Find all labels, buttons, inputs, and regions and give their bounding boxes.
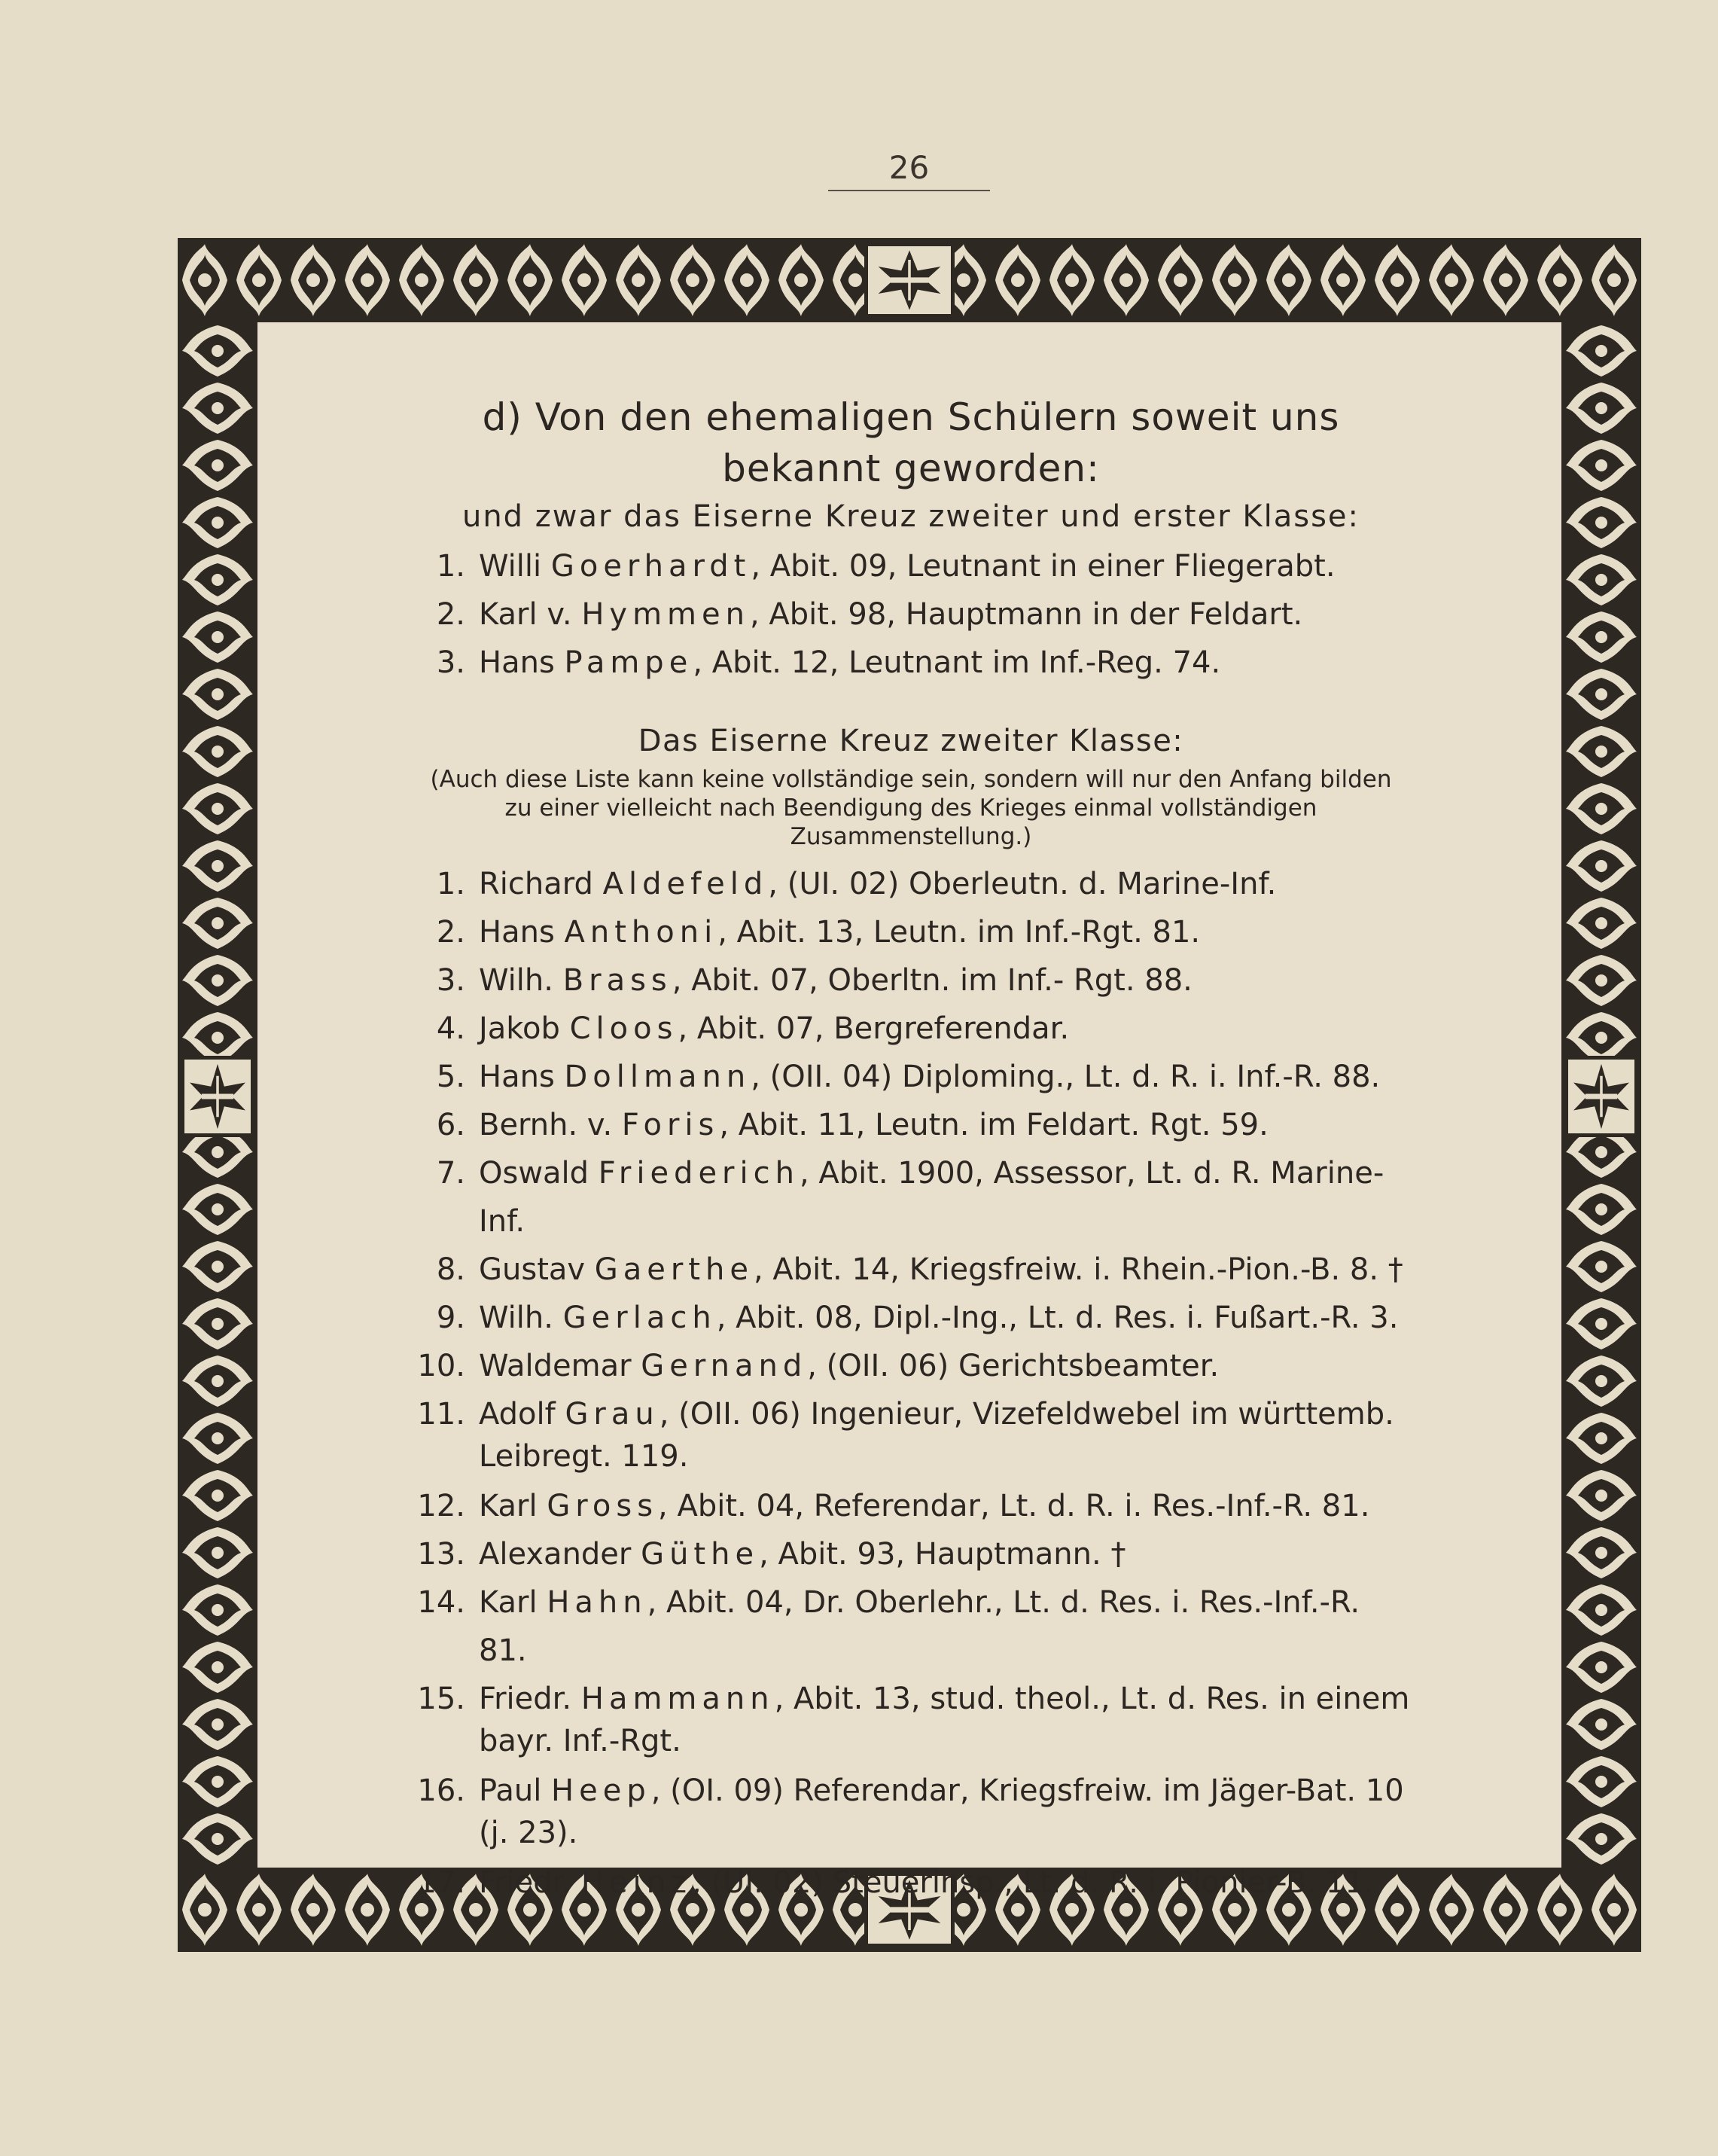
- person-surname: Brass: [562, 963, 672, 998]
- iron-cross-icon: [864, 242, 955, 318]
- list-item-prefix: Willi: [479, 549, 551, 584]
- list-item-details: , Abit. 93, Hauptmann. †: [759, 1537, 1126, 1572]
- list-item: [407, 1859, 1415, 1907]
- list-item: [407, 542, 1415, 590]
- list-item-number: 9.: [436, 1301, 465, 1335]
- list-item-text: [479, 1482, 1415, 1530]
- list-item-prefix: Hans: [479, 1060, 565, 1094]
- list-item-number: 5.: [436, 1060, 465, 1094]
- person-surname: Güthe: [641, 1537, 760, 1572]
- list-item-details: , Abit. 07, Oberltn. im Inf.- Rgt. 88.: [672, 963, 1193, 998]
- second-class-list: [407, 860, 1415, 1907]
- list-item-number: 16.: [417, 1773, 465, 1808]
- list-item: [407, 1675, 1415, 1767]
- person-surname: Friederich: [598, 1156, 800, 1191]
- list-item-details: , Abit. 13, stud. theol., Lt. d. Res. in einem bayr. Inf.-Rgt.: [479, 1682, 1410, 1758]
- list-item-number: 4.: [436, 1011, 465, 1046]
- list-item-text: [479, 1005, 1415, 1053]
- list-item-text: [479, 1859, 1415, 1907]
- list-item-details: , (OII. 06) Gerichtsbeamter.: [807, 1349, 1220, 1383]
- ornamental-border-left: [178, 322, 257, 1868]
- list-item-prefix: Paul: [479, 1773, 552, 1808]
- list-item: [407, 1053, 1415, 1101]
- list-item-details: , Abit. 13, Leutn. im Inf.-Rgt. 81.: [717, 915, 1201, 950]
- list-item-number: 1.: [436, 549, 465, 584]
- list-item: [407, 1390, 1415, 1482]
- person-surname: Aldefeld: [602, 867, 769, 901]
- list-item-text: [479, 639, 1415, 687]
- list-item-text: [479, 1578, 1415, 1675]
- list-item: [407, 1342, 1415, 1390]
- list-item-details: , Abit. 09, Leutnant in einer Fliegerabt.: [751, 549, 1336, 584]
- list-item: [407, 1578, 1415, 1675]
- iron-cross-icon: [181, 1056, 254, 1137]
- list-item-details: , Abit. 98, Hauptmann in der Feldart.: [749, 597, 1303, 632]
- list-item-text: [479, 1530, 1415, 1578]
- list-item-prefix: Wilh.: [479, 1301, 563, 1335]
- section-heading-line1: d) Von den ehemaligen Schülern soweit uns: [482, 395, 1340, 439]
- list-item-text: [479, 1767, 1415, 1859]
- person-surname: Hymmen: [581, 597, 750, 632]
- list-item-text: [479, 1246, 1415, 1294]
- list-item-number: 2.: [436, 597, 465, 632]
- list-item-details: , (OII. 06) Ingenieur, Vizefeldwebel im württemb. Leibregt. 119.: [479, 1397, 1394, 1474]
- list-item-number: 3.: [436, 645, 465, 680]
- list-item: [407, 908, 1415, 956]
- list-item-number: 17.: [417, 1865, 465, 1900]
- list-item-prefix: Karl v.: [479, 597, 582, 632]
- ornamental-border-top: [178, 238, 1641, 322]
- person-surname: Gernand: [641, 1349, 808, 1383]
- person-surname: Dollmann: [564, 1060, 751, 1094]
- list-item: [407, 1005, 1415, 1053]
- person-surname: Goerhardt: [550, 549, 751, 584]
- list-item-details: , Abit. 1900, Assessor, Lt. d. R. Marine-Inf.: [479, 1156, 1384, 1239]
- list-item-number: 15.: [417, 1682, 465, 1716]
- list-item-details: , Abit. 04, Dr. Oberlehr., Lt. d. Res. i. Res.-Inf.-R. 81.: [479, 1585, 1360, 1668]
- person-surname: Gross: [547, 1489, 659, 1523]
- list-item: [407, 1482, 1415, 1530]
- list-item-number: 11.: [417, 1397, 465, 1432]
- list-item-text: [479, 1053, 1415, 1101]
- second-class-title: Das Eiserne Kreuz zweiter Klasse:: [638, 724, 1184, 758]
- list-item-prefix: Waldemar: [479, 1349, 641, 1383]
- list-item-prefix: Wilh.: [479, 963, 563, 998]
- person-surname: Hammann: [580, 1682, 775, 1716]
- list-item-prefix: Friedr.: [479, 1682, 581, 1716]
- list-item: [407, 860, 1415, 908]
- second-class-note: (Auch diese Liste kann keine vollständige sein, sondern will nur den Anfang bilden zu einer vielleicht nach Beendigung des Krieges einmal vollständigen Zusammenstellung.): [430, 766, 1392, 850]
- section-heading-line2: bekannt geworden:: [722, 447, 1100, 490]
- person-surname: Anthoni: [564, 915, 718, 950]
- person-surname: Heep: [551, 1773, 651, 1808]
- person-surname: Grau: [565, 1397, 659, 1432]
- list-item-prefix: Hans: [479, 645, 565, 680]
- iron-cross-icon: [1564, 1056, 1638, 1137]
- list-item-number: 14.: [417, 1585, 465, 1620]
- person-surname: Cloos: [569, 1011, 678, 1046]
- list-item-prefix: Hans: [479, 915, 565, 950]
- list-item-prefix: Richard: [479, 867, 603, 901]
- list-item-text: [479, 956, 1415, 1005]
- list-item-text: [479, 908, 1415, 956]
- person-surname: Foris: [621, 1108, 720, 1142]
- list-item-text: [479, 1675, 1415, 1767]
- list-item-text: [479, 590, 1415, 639]
- list-item-number: 6.: [436, 1108, 465, 1142]
- list-item-details: , Abit. 08, Dipl.-Ing., Lt. d. Res. i. Fußart.-R. 3.: [716, 1301, 1399, 1335]
- list-item-details: , (UI. 02) Steuerinsp., Lt. d. R. i. Pionier-B. 11.: [692, 1865, 1374, 1900]
- list-item-text: [479, 542, 1415, 590]
- list-item-prefix: Alexander: [479, 1537, 641, 1572]
- list-item-text: [479, 1101, 1415, 1149]
- list-item: [407, 1767, 1415, 1859]
- list-item: [407, 1294, 1415, 1342]
- document-body: [407, 392, 1415, 1907]
- person-surname: Pampe: [564, 645, 693, 680]
- list-item: [407, 1101, 1415, 1149]
- list-item-details: , Abit. 14, Kriegsfreiw. i. Rhein.-Pion.-B. 8. †: [754, 1252, 1403, 1287]
- list-item: [407, 1246, 1415, 1294]
- list-item: [407, 1149, 1415, 1246]
- list-item-number: 13.: [417, 1537, 465, 1572]
- list-item-number: 2.: [436, 915, 465, 950]
- list-item-prefix: Bernh. v.: [479, 1108, 622, 1142]
- list-item-details: , Abit. 04, Referendar, Lt. d. R. i. Res.-Inf.-R. 81.: [658, 1489, 1370, 1523]
- list-item: [407, 1530, 1415, 1578]
- page-number: 26: [888, 149, 930, 186]
- list-item-text: [479, 1149, 1415, 1246]
- list-item-details: , Abit. 11, Leutn. im Feldart. Rgt. 59.: [719, 1108, 1269, 1142]
- list-item-number: 8.: [436, 1252, 465, 1287]
- list-item-details: , Abit. 07, Bergreferendar.: [678, 1011, 1070, 1046]
- list-item-number: 12.: [417, 1489, 465, 1523]
- list-item: [407, 590, 1415, 639]
- person-surname: Hahn: [547, 1585, 647, 1620]
- list-item-details: , (OII. 04) Diploming., Lt. d. R. i. Inf.-R. 88.: [751, 1060, 1381, 1094]
- list-item-text: [479, 1342, 1415, 1390]
- list-item-prefix: Friedr.: [479, 1865, 581, 1900]
- list-item-prefix: Karl: [479, 1489, 547, 1523]
- list-item-text: [479, 1294, 1415, 1342]
- person-surname: Heinz: [580, 1865, 693, 1900]
- list-item-text: [479, 1390, 1415, 1482]
- list-item-prefix: Karl: [479, 1585, 547, 1620]
- list-item-prefix: Adolf: [479, 1397, 565, 1432]
- list-item: [407, 956, 1415, 1005]
- list-item-number: 10.: [417, 1349, 465, 1383]
- list-item-details: , (UI. 02) Oberleutn. d. Marine-Inf.: [768, 867, 1277, 901]
- list-item: [407, 639, 1415, 687]
- person-surname: Gaerthe: [594, 1252, 754, 1287]
- list-item-number: 7.: [436, 1156, 465, 1191]
- page-number-rule: [828, 190, 990, 191]
- list-item-details: , Abit. 12, Leutnant im Inf.-Reg. 74.: [693, 645, 1221, 680]
- list-item-number: 3.: [436, 963, 465, 998]
- first-class-list: [407, 542, 1415, 687]
- section-subheading: und zwar das Eiserne Kreuz zweiter und erster Klasse:: [461, 499, 1360, 534]
- person-surname: Gerlach: [562, 1301, 717, 1335]
- ornamental-border-right: [1561, 322, 1641, 1868]
- list-item-prefix: Oswald: [479, 1156, 599, 1191]
- list-item-number: 1.: [436, 867, 465, 901]
- list-item-details: , (OI. 09) Referendar, Kriegsfreiw. im Jäger-Bat. 10 (j. 23).: [479, 1773, 1404, 1850]
- list-item-text: [479, 860, 1415, 908]
- list-item-prefix: Gustav: [479, 1252, 595, 1287]
- list-item-prefix: Jakob: [479, 1011, 570, 1046]
